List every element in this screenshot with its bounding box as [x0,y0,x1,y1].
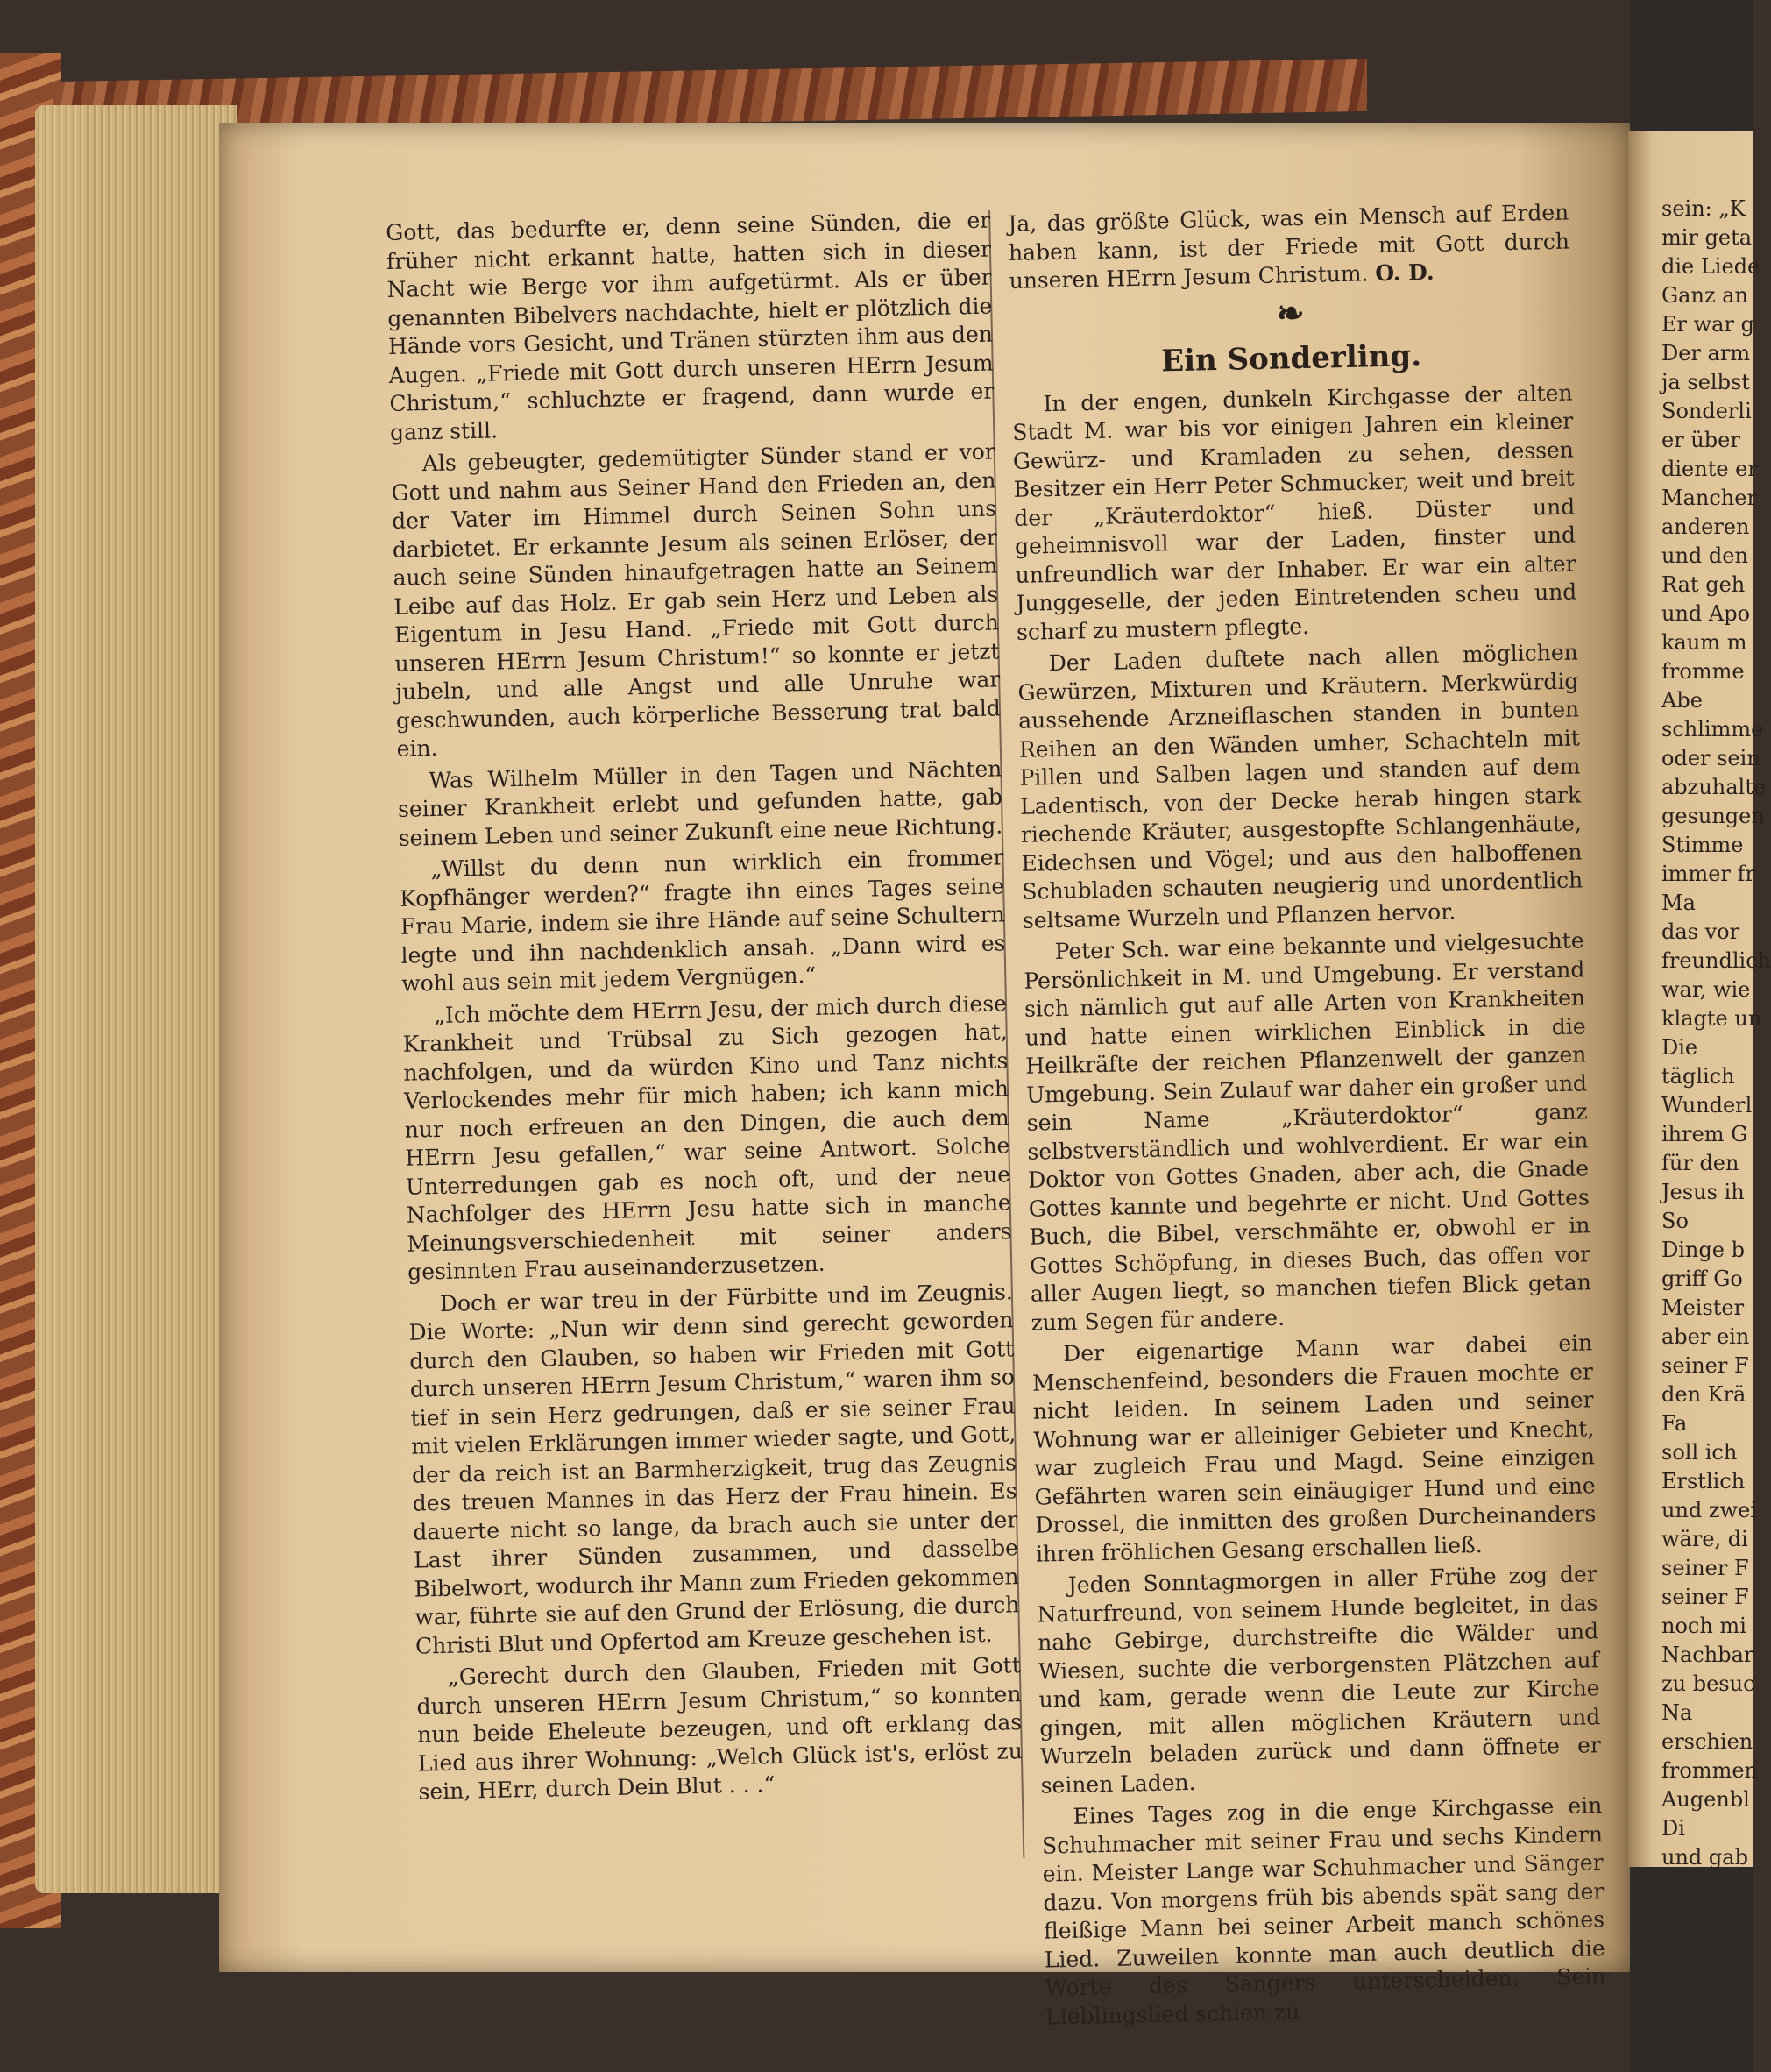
next-page-line: schlimme [1661,717,1764,742]
next-page-line: täglich [1661,1064,1735,1089]
next-page-line: Sonderli [1661,399,1752,423]
next-page-line: frommen [1661,1758,1758,1783]
next-page-line: Stimme [1661,833,1744,857]
next-page-line: abzuhalte [1661,775,1767,799]
next-page-line: anderen [1661,514,1750,539]
paragraph: Was Wilhelm Müller in den Tagen und Nächten seiner Krankheit erlebt und gefunden hatte, gab seinem Leben und seiner Zukunft eine neue Richtung. [397,755,1003,851]
paragraph: „Ich möchte dem HErrn Jesu, der mich durch diese Krankheit und Trübsal zu Sich gezogen hat, nachfolgen, und da würden Kino und Tanz nichts Verlockendes mehr für mich haben; ich kann mich nur noch erfreuen an den Dingen, die auch dem HErrn Jesu gefallen,“ war seine Antwort. Solche Unterredungen gab es noch oft, und der neue Nachfolger des HErrn Jesu hatte sich in manche Meinungsverschiedenheit mit seiner anders gesinnten Frau auseinanderzusetzen. [402,990,1012,1285]
next-page-line: immer fr [1661,862,1755,886]
next-page-line: soll ich [1661,1440,1738,1465]
next-page-line: Mancher [1661,486,1757,510]
next-page-line: aber ein [1661,1324,1750,1349]
next-page-line: die Liede [1661,254,1760,279]
next-page-line: seiner F [1661,1556,1749,1580]
paragraph: Jeden Sonntagmorgen in aller Frühe zog der Naturfreund, von seinem Hunde begleitet, in das nahe Gebirge, durchstreifte die Wälder und Wiesen, suchte die verborgensten Plätzchen auf und kam, gerade wenn die Leute zur Kirche gingen, mit allen möglichen Kräutern und Wurzeln beladen zurück und dann öffnete er seinen Laden. [1037,1561,1602,1799]
next-page-line: Die [1661,1035,1698,1060]
next-page-line: So [1661,1209,1689,1233]
next-page-line: oder sein [1661,746,1760,770]
next-page-line: Jesus ih [1661,1180,1745,1204]
next-page-line: mir geta [1661,225,1753,250]
paragraph: In der engen, dunkeln Kirchgasse der alten Stadt M. war bis vor einigen Jahren ein kleiner Gewürz- und Kramladen zu sehen, dessen Besitzer ein Herr Peter Schmucker, weit und breit der „Kräuterdoktor“ hieß. Düster und geheimnisvoll war der Laden, finster und unfreundlich war der Inhaber. Er war ein alter Junggeselle, der jeden Eintretenden scheu und scharf zu mustern pflegte. [1012,380,1577,645]
next-page-line: wäre, di [1661,1527,1748,1551]
next-page-line: ja selbst [1661,370,1750,394]
paragraph: Der eigenartige Mann war dabei ein Menschenfeind, besonders die Frauen mochte er nicht leiden. In seinem Laden und seiner Wohnung war er alleiniger Gebieter und Knecht, war zugleich Frau und Magd. Seine einzigen Gefährten waren sein einäugiger Hund und eine Drossel, die inmitten des großen Durcheinanders ihren fröhlichen Gesang erschallen ließ. [1031,1330,1597,1567]
next-page-line: zu besuc [1661,1671,1755,1696]
paragraph: Als gebeugter, gedemütigter Sünder stand er vor Gott und nahm aus Seiner Hand den Frieden an, den der Vater im Himmel durch Seinen Sohn uns darbietet. Er erkannte Jesum als seinen Erlöser, der auch seine Sünden hinaufgetragen hatte an Seinem Leibe auf das Holz. Er gab sein Herz und Leben als Eigentum in Jesu Hand. „Friede mit Gott durch unseren HErrn Jesum Christum!“ so konnte er jetzt jubeln, und alle Angst und alle Unruhe war geschwunden, auch körperliche Besserung trat bald ein. [391,438,1002,762]
paragraph: Doch er war treu in der Fürbitte und im Zeugnis. Die Worte: „Nun wir denn sind gerecht geworden durch den Glauben, so haben wir Frieden mit Gott durch unseren HErrn Jesum Christum,“ waren ihm so tief in sein Herz gedrungen, daß er sie seiner Frau mit vielen Erklärungen immer wieder sagte, und Gott, der da reich ist an Barmherzigkeit, trug das Zeugnis des treuen Mannes in das Herz der Frau hinein. Es dauerte nicht so lange, da brach auch sie unter der Last ihrer Sünden zusammen, und dasselbe Bibelwort, wodurch ihr Mann zum Frieden gekommen war, führte sie auf den Grund der Erlösung, die durch Christi Blut und Opfertod am Kreuze geschehen ist. [408,1278,1020,1659]
paragraph: Eines Tages zog in die enge Kirchgasse ein Schuhmacher mit seiner Frau und sechs Kindern ein. Meister Lange war Schuhmacher und Sänger dazu. Von morgens früh bis abends spät sang der fleißige Mann bei seiner Arbeit manch schönes Lied. Zuweilen konnte man auch deutlich die Worte des Sängers unterscheiden. Sein Lieblingslied schien zu [1041,1792,1606,2030]
next-page-line: das vor [1661,919,1740,944]
next-page-line: Nachbar [1661,1643,1754,1667]
next-page-line: Der arm [1661,341,1751,365]
next-page-line: Ma [1661,891,1696,915]
next-page-line: Di [1661,1816,1685,1841]
next-page-line: Wunderl [1661,1093,1753,1118]
next-page-line: ihrem G [1661,1122,1748,1146]
next-page-line: Ganz an [1661,283,1748,308]
next-page-line: Na [1661,1700,1693,1725]
paragraph: Peter Sch. war eine bekannte und vielgesuchte Persönlichkeit in M. und Umgebung. Er verstand sich nämlich gut auf alle Arten von Krankheiten und hatte einen wirklichen Einblick in die Heilkräfte der reichen Pflanzenwelt der ganzen Umgebung. Sein Zulauf war daher ein großer und sein Name „Kräuterdoktor“ ganz selbstverständlich und wohlverdient. Er war ein Doktor von Gottes Gnaden, aber ach, die Gnade Gottes kannte und begehrte er nicht. Und Gottes Buch, die Bibel, verschmähte er, obwohl er in Gottes Schöpfung, in dieses Buch, das offen vor aller Augen liegt, so manchen tiefen Blick getan zum Segen für andere. [1024,927,1592,1336]
next-page-line: gesungen [1661,804,1765,828]
next-page-line: war, wie [1661,977,1751,1002]
next-page-line: sein: „K [1661,196,1746,221]
next-page-line: und zwei [1661,1498,1757,1522]
next-page-line: für den [1661,1151,1739,1175]
next-page-line: Meister [1661,1295,1745,1320]
paragraph: Der Laden duftete nach allen möglichen Gewürzen, Mixturen und Kräutern. Merkwürdig aussehende Arzneiflaschen standen in bunten Reihen an den Wänden umher, Schachteln mit Pillen und Salben lagen und standen auf dem Ladentisch, von der Decke herab hingen stark riechende Kräuter, ausgestopfte Schlangenhäute, Eidechsen und Vögel; und aus den halboffenen Schubladen schauten neugierig und unordentlich seltsame Wurzeln und Pflanzen hervor. [1017,639,1583,933]
paragraph: „Gerecht durch den Glauben, Frieden mit Gott durch unseren HErrn Jesum Christum,“ so konnten nun beide Eheleute bezeugen, und oft erklang das Lied aus ihrer Wohnung: „Welch Glück ist's, erlöst zu sein, HErr, durch Dein Blut . . .“ [416,1652,1024,1805]
next-page-line: und den [1661,543,1748,568]
intro-text: Ja, das größte Glück, was ein Mensch auf Erden haben kann, ist der Friede mit Gott durch unseren HErrn Jesum Christum. [1008,199,1570,294]
next-page-line: diente er [1661,457,1758,481]
right-text-column [1008,199,1606,2035]
next-page-line: Dinge b [1661,1238,1745,1262]
next-page-line: kaum m [1661,630,1747,655]
next-page-line: Er war g [1661,312,1754,337]
next-page-line: und Apo [1661,601,1751,626]
next-page-line: seiner F [1661,1353,1749,1378]
next-page-line: Fa [1661,1411,1688,1436]
next-page-line: noch mi [1661,1614,1746,1638]
next-page-line: er über [1661,428,1740,452]
next-page-line: erschien [1661,1729,1753,1754]
next-page-line: und gab [1661,1845,1748,1870]
intro-paragraph [1008,199,1570,296]
paragraph: Gott, das bedurfte er, denn seine Sünden, die er früher nicht erkannt hatte, hatten sich in dieser Nacht wie Berge vor ihm aufgetürmt. Als er über genannten Bibelvers nachdachte, hielt er plötzlich die Hände vors Gesicht, und Tränen stürzten ihm aus den Augen. „Friede mit Gott durch unseren HErrn Jesum Christum,“ schluchzte er fragend, dann wurde er ganz still. [386,207,995,445]
next-page-fragments [1661,195,1771,1872]
next-page-line: griff Go [1661,1267,1743,1291]
ornament-icon: ❧ [1276,292,1305,333]
next-page-line: seiner F [1661,1585,1749,1609]
next-page-line: Erstlich [1661,1469,1746,1494]
paragraph: „Willst du denn nun wirklich ein frommer Kopfhänger werden?“ fragte ihn eines Tages seine Frau Marie, indem sie ihre Hände auf seine Schultern legte und ihn nachdenklich ansah. „Dann wird es wohl aus sein mit jedem Vergnügen.“ [399,844,1006,997]
left-text-column [386,207,1024,1811]
author-signature: O. D. [1375,259,1435,287]
article-title: Ein Sonderling. [1160,337,1422,379]
next-page-line: freundlich [1661,948,1771,973]
next-page-line: Augenbl [1661,1787,1750,1812]
next-page-line: Abe [1661,688,1703,713]
page-edges [35,105,237,1893]
next-page-line: den Krä [1661,1382,1746,1407]
next-page-line: klagte un [1661,1006,1762,1031]
next-page-line: Rat geh [1661,572,1746,597]
next-page-line: fromme [1661,659,1745,684]
